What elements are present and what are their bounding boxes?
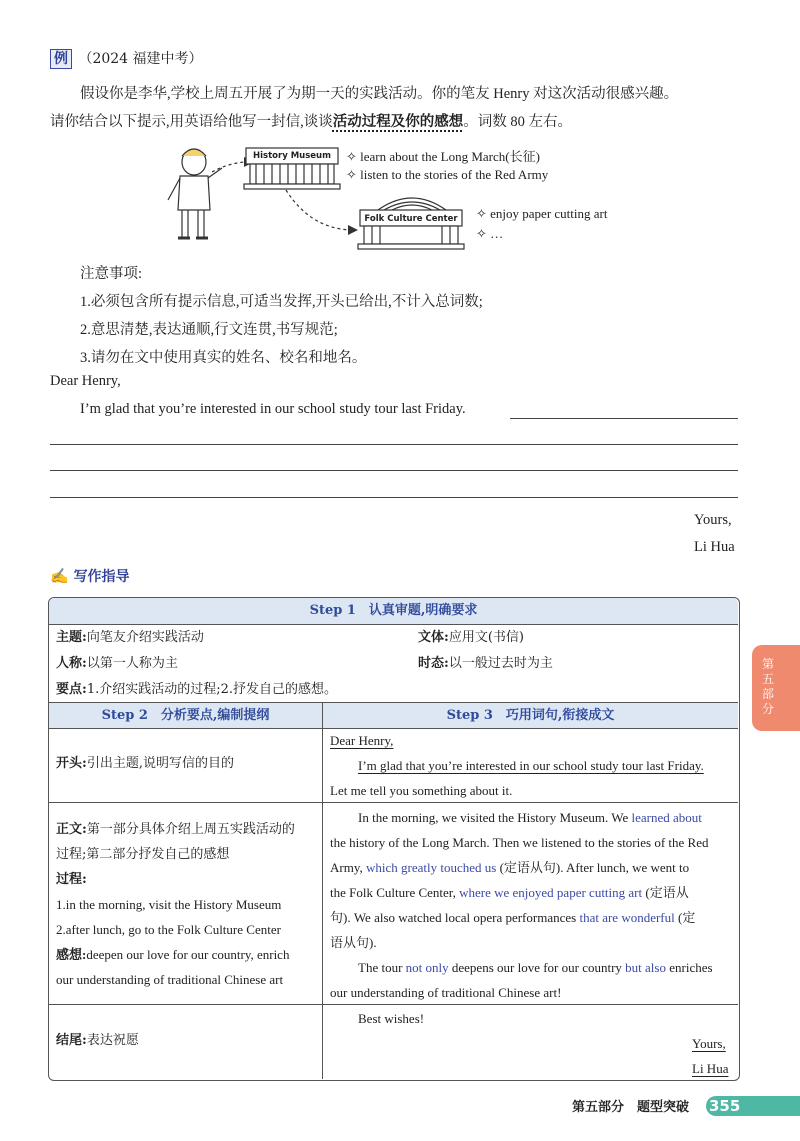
feeling-label: 感想: [56, 947, 87, 962]
model-body-line-1 [330, 805, 734, 830]
tense-label: 时态: [418, 656, 449, 671]
feeling-line-2: our understanding of traditional Chinese art [56, 972, 284, 987]
page-number: 355 [709, 1097, 741, 1115]
guide-heading [50, 566, 130, 586]
guide-heading-text: 写作指导 [73, 569, 130, 585]
pen-icon: ✍ [50, 567, 69, 585]
notes-item-1: 1.必须包含所有提示信息,可适当发挥,开头已给出,不计入总词数; [80, 294, 483, 310]
feeling-value-1: deepen our love for our country, enrich [86, 947, 290, 962]
genre-label: 文体: [418, 630, 449, 645]
opening-label: 开头: [56, 756, 87, 771]
model-body [330, 805, 734, 1005]
body-label: 正文: [56, 822, 87, 837]
footer [572, 1096, 689, 1118]
step3-title: Step 3 巧用词句,衔接成文 [446, 708, 615, 723]
museum-bullet-2: ✧ listen to the stories of the Red Army [346, 167, 549, 182]
model-text: (定语从 [642, 885, 689, 900]
model-body-line-7 [330, 955, 734, 980]
person-label: 人称: [56, 656, 87, 671]
answer-line[interactable] [50, 470, 738, 471]
section-side-tab[interactable] [752, 645, 800, 731]
model-body-line-2: the history of the Long March. Then we listened to the stories of the Red [330, 835, 709, 850]
footer-section: 第五部分 题型突破 [572, 1100, 690, 1115]
model-text: enriches [665, 960, 713, 975]
answer-line[interactable] [510, 418, 738, 419]
answer-line[interactable] [50, 444, 738, 445]
model-text: 句). We also watched local opera performances [330, 910, 580, 925]
model-text: (定 [674, 910, 696, 925]
tense-value: 以一般过去时为主 [448, 656, 553, 671]
example-header [50, 48, 203, 69]
center-bullet-1: ✧ enjoy paper cutting art [476, 206, 608, 221]
feeling-line-1 [56, 942, 318, 967]
model-body-line-5 [330, 905, 734, 930]
highlight-phrase: learned about [631, 810, 702, 825]
highlight-phrase: which greatly touched us [366, 860, 497, 875]
column-divider [322, 727, 323, 1079]
model-text: Army, [330, 860, 366, 875]
points-label: 要点: [56, 682, 87, 697]
ending-label: 结尾: [56, 1033, 87, 1048]
letter-closing-yours: Yours, [694, 512, 732, 528]
notes-item-3: 3.请勿在文中使用真实的姓名、校名和地名。 [80, 350, 367, 366]
example-badge: 例 [50, 49, 72, 69]
person-value: 以第一人称为主 [86, 656, 178, 671]
model-yours: Yours, [692, 1036, 726, 1051]
model-text: the Folk Culture Center, [330, 885, 460, 900]
highlight-phrase: where we enjoyed paper cutting art [459, 885, 643, 900]
tense-field [418, 651, 553, 676]
model-body-line-6: 语从句). [330, 935, 377, 950]
model-wish: Best wishes! [358, 1011, 425, 1026]
person-field [56, 651, 178, 676]
section-side-tab-label: 第五部分 [762, 657, 775, 716]
model-text: In the morning, we visited the History Museum. We [358, 810, 632, 825]
page-number-badge [706, 1096, 800, 1116]
prompt-line-2-a: 请你结合以下提示,用英语给他写一封信,谈谈 [50, 114, 333, 130]
highlight-phrase: that are wonderful [579, 910, 675, 925]
body-line-1: 第一部分具体介绍上周五实践活动的 [86, 822, 295, 837]
step1-header [49, 598, 738, 625]
genre-field [418, 625, 524, 650]
center-bullet-2: ✧ … [476, 226, 504, 241]
prompt-line-2-c: 。词数 80 左右。 [463, 114, 572, 130]
body-outline-line-1 [56, 817, 318, 842]
notes-item-2: 2.意思清楚,表达通顺,行文连贯,书写规范; [80, 322, 338, 338]
example-source: （2024 福建中考） [78, 51, 203, 67]
notes-title: 注意事项: [80, 266, 143, 282]
ending-outline [56, 1028, 139, 1053]
model-opening-line: I’m glad that you’re interested in our school study tour last Friday. [358, 758, 704, 773]
museum-bullet-1: ✧ learn about the Long March(长征) [346, 149, 540, 164]
answer-line[interactable] [50, 497, 738, 498]
arrow-head-icon-2 [348, 225, 358, 235]
model-greeting: Dear Henry, [330, 733, 394, 748]
process-item-1: 1.in the morning, visit the History Museum [56, 897, 282, 912]
model-body-line-3 [330, 855, 734, 880]
letter-greeting: Dear Henry, [50, 373, 121, 389]
step2-header [49, 702, 323, 729]
body-outline [56, 817, 318, 992]
culture-center-label: Folk Culture Center [364, 214, 458, 224]
ending-value: 表达祝愿 [86, 1033, 139, 1048]
letter-opening: I’m glad that you’re interested in our school study tour last Friday. [80, 401, 466, 417]
student-figure-icon [168, 149, 222, 238]
theme-field [56, 625, 204, 650]
model-body-line-8: our understanding of traditional Chinese art! [330, 985, 562, 1000]
model-text: (定语从句). After lunch, we went to [496, 860, 690, 875]
model-text: deepens our love for our country [448, 960, 626, 975]
model-name: Li Hua [692, 1061, 729, 1076]
highlight-phrase: not only [405, 960, 449, 975]
opening-value: 引出主题,说明写信的目的 [86, 756, 234, 771]
step3-header [323, 702, 738, 729]
points-value: 1.介绍实践活动的过程;2.抒发自己的感想。 [86, 682, 337, 697]
highlight-phrase: but also [625, 960, 666, 975]
process-label: 过程: [56, 872, 87, 887]
model-opening-line-2: Let me tell you something about it. [330, 783, 513, 798]
step1-title: Step 1 认真审题,明确要求 [309, 603, 478, 618]
step2-title: Step 2 分析要点,编制提纲 [101, 708, 270, 723]
theme-label: 主题: [56, 630, 87, 645]
prompt-line-2 [50, 110, 572, 131]
model-body-line-4 [330, 880, 734, 905]
model-text: The tour [358, 960, 406, 975]
points-field [56, 677, 337, 702]
letter-closing-name: Li Hua [694, 539, 735, 555]
body-line-2: 过程;第二部分抒发自己的感想 [56, 847, 230, 862]
prompt-line-1: 假设你是李华,学校上周五开展了为期一天的实践活动。你的笔友 Henry 对这次活动很感兴趣。 [80, 86, 679, 102]
process-item-2: 2.after lunch, go to the Folk Culture Center [56, 922, 281, 937]
museum-label: History Museum [253, 151, 331, 161]
genre-value: 应用文(书信) [448, 630, 524, 645]
theme-value: 向笔友介绍实践活动 [86, 630, 204, 645]
illustration [160, 138, 660, 250]
prompt-emphasis: 活动过程及你的感想 [332, 114, 464, 130]
opening-outline [56, 751, 234, 776]
